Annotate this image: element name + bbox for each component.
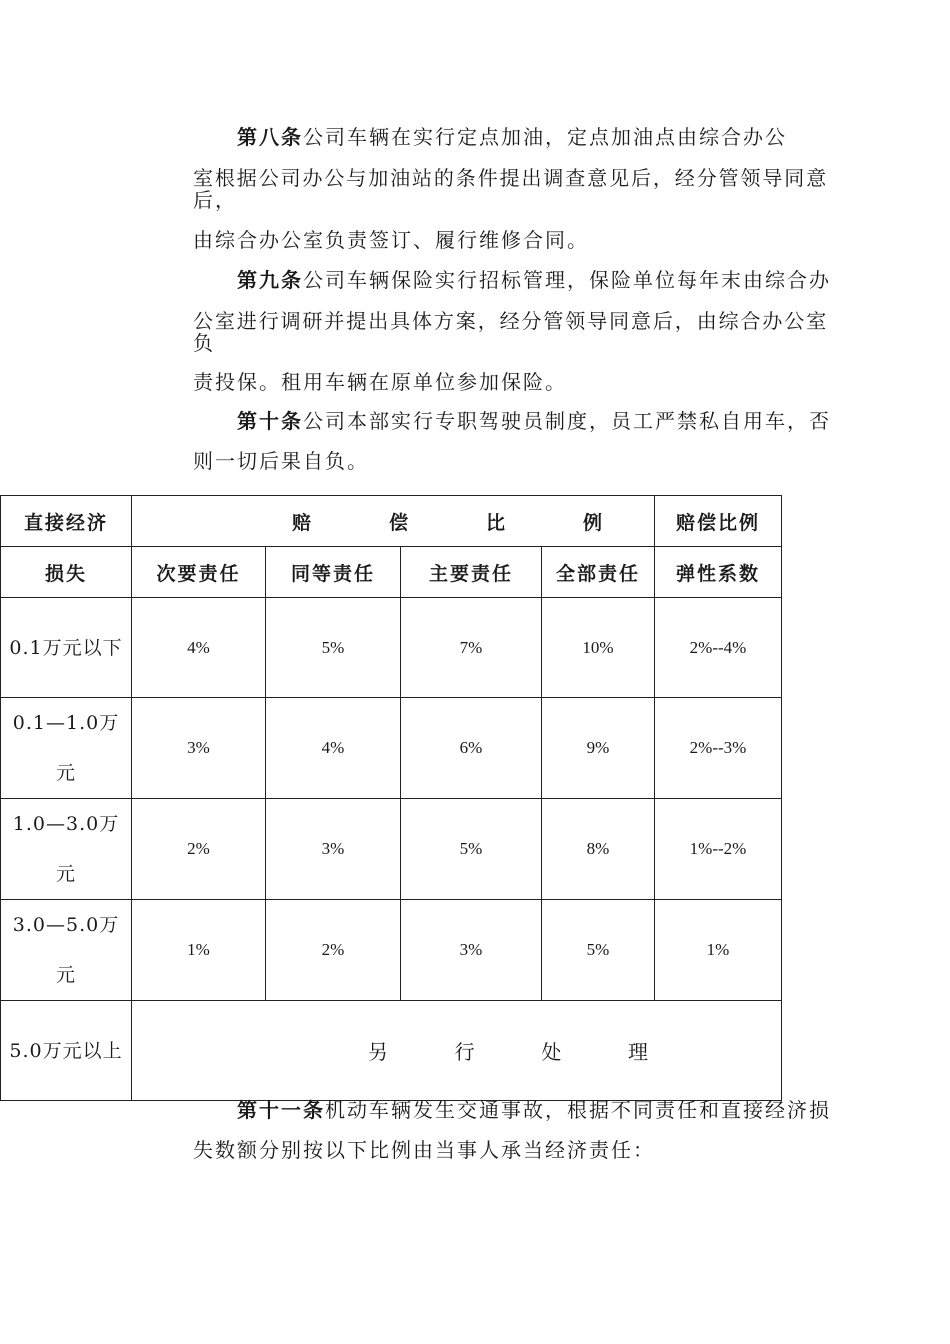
row-2-major: 6%	[401, 698, 542, 799]
header-elastic-top: 赔偿比例	[655, 496, 782, 547]
row-3-equal: 3%	[266, 799, 401, 900]
table-row	[1, 1001, 782, 1101]
subheader-minor: 次要责任	[132, 547, 266, 598]
row-2-minor: 3%	[132, 698, 266, 799]
article-10-line-1	[237, 410, 831, 432]
row-2-equal: 4%	[266, 698, 401, 799]
row-1-elastic: 2%--4%	[655, 598, 782, 698]
row-3-range: 1.0—3.0万元	[1, 799, 132, 900]
row-5-range: 5.0万元以上	[1, 1001, 132, 1101]
row-4-elastic: 1%	[655, 900, 782, 1001]
article-11-label: 第十一条	[237, 1098, 325, 1122]
table-row	[1, 598, 782, 698]
row-1-minor: 4%	[132, 598, 266, 698]
article-9-line-1	[237, 269, 831, 291]
row-2-elastic: 2%--3%	[655, 698, 782, 799]
article-9-line-4: 责投保。租用车辆在原单位参加保险。	[193, 370, 567, 394]
article-9-text-1: 公司车辆保险实行招标管理，保险单位每年末由综合办	[303, 268, 831, 292]
row-4-minor: 1%	[132, 900, 266, 1001]
row-3-elastic: 1%--2%	[655, 799, 782, 900]
row-1-equal: 5%	[266, 598, 401, 698]
row-2-full: 9%	[542, 698, 655, 799]
article-10-line-2: 则一切后果自负。	[193, 449, 369, 473]
article-10-label: 第十条	[237, 409, 303, 433]
subheader-full: 全部责任	[542, 547, 655, 598]
header-ratio-char-3: 比	[485, 511, 507, 534]
row-4-range: 3.0—5.0万元	[1, 900, 132, 1001]
subheader-equal: 同等责任	[266, 547, 401, 598]
header-ratio-char-2: 偿	[388, 511, 410, 534]
row-2-range: 0.1—1.0万元	[1, 698, 132, 799]
article-11-line-1	[237, 1099, 831, 1121]
other-handling-char-2: 行	[454, 1040, 475, 1064]
header-elastic-bottom: 弹性系数	[655, 547, 782, 598]
article-8-line-1	[237, 126, 787, 148]
article-10-text-1: 公司本部实行专职驾驶员制度，员工严禁私自用车，否	[303, 409, 831, 433]
row-4-major: 3%	[401, 900, 542, 1001]
other-handling-char-3: 处	[541, 1040, 562, 1064]
article-9-line-3: 负	[193, 331, 215, 355]
article-11-line-2: 失数额分别按以下比例由当事人承当经济责任：	[193, 1138, 655, 1162]
header-ratio-char-4: 例	[582, 511, 604, 534]
table-row	[1, 799, 782, 900]
header-ratio	[132, 496, 655, 547]
row-3-major: 5%	[401, 799, 542, 900]
article-8-line-4: 由综合办公室负责签订、履行维修合同。	[193, 228, 589, 252]
header-loss-bottom: 损失	[1, 547, 132, 598]
article-8-line-2: 室根据公司办公与加油站的条件提出调查意见后，经分管领导同意	[193, 166, 829, 190]
table-row	[1, 698, 782, 799]
row-3-full: 8%	[542, 799, 655, 900]
article-8-text-1: 公司车辆在实行定点加油，定点加油点由综合办公	[303, 125, 787, 149]
article-9-label: 第九条	[237, 268, 303, 292]
compensation-table	[0, 495, 782, 1101]
row-1-major: 7%	[401, 598, 542, 698]
header-loss-top: 直接经济	[1, 496, 132, 547]
row-1-full: 10%	[542, 598, 655, 698]
row-4-full: 5%	[542, 900, 655, 1001]
row-3-minor: 2%	[132, 799, 266, 900]
row-4-equal: 2%	[266, 900, 401, 1001]
article-8-line-3: 后，	[193, 188, 237, 212]
subheader-major: 主要责任	[401, 547, 542, 598]
row-5-other-handling	[132, 1001, 782, 1101]
table-row	[1, 900, 782, 1001]
other-handling-char-4: 理	[627, 1040, 648, 1064]
article-11-text-1: 机动车辆发生交通事故，根据不同责任和直接经济损	[325, 1098, 831, 1122]
table-subheader-row	[1, 547, 782, 598]
article-9-line-2: 公室进行调研并提出具体方案，经分管领导同意后，由综合办公室	[193, 309, 829, 333]
other-handling-char-1: 另	[368, 1040, 388, 1064]
table-header-row	[1, 496, 782, 547]
row-1-range: 0.1万元以下	[1, 598, 132, 698]
header-ratio-char-1: 赔	[292, 511, 314, 534]
article-8-label: 第八条	[237, 125, 303, 149]
